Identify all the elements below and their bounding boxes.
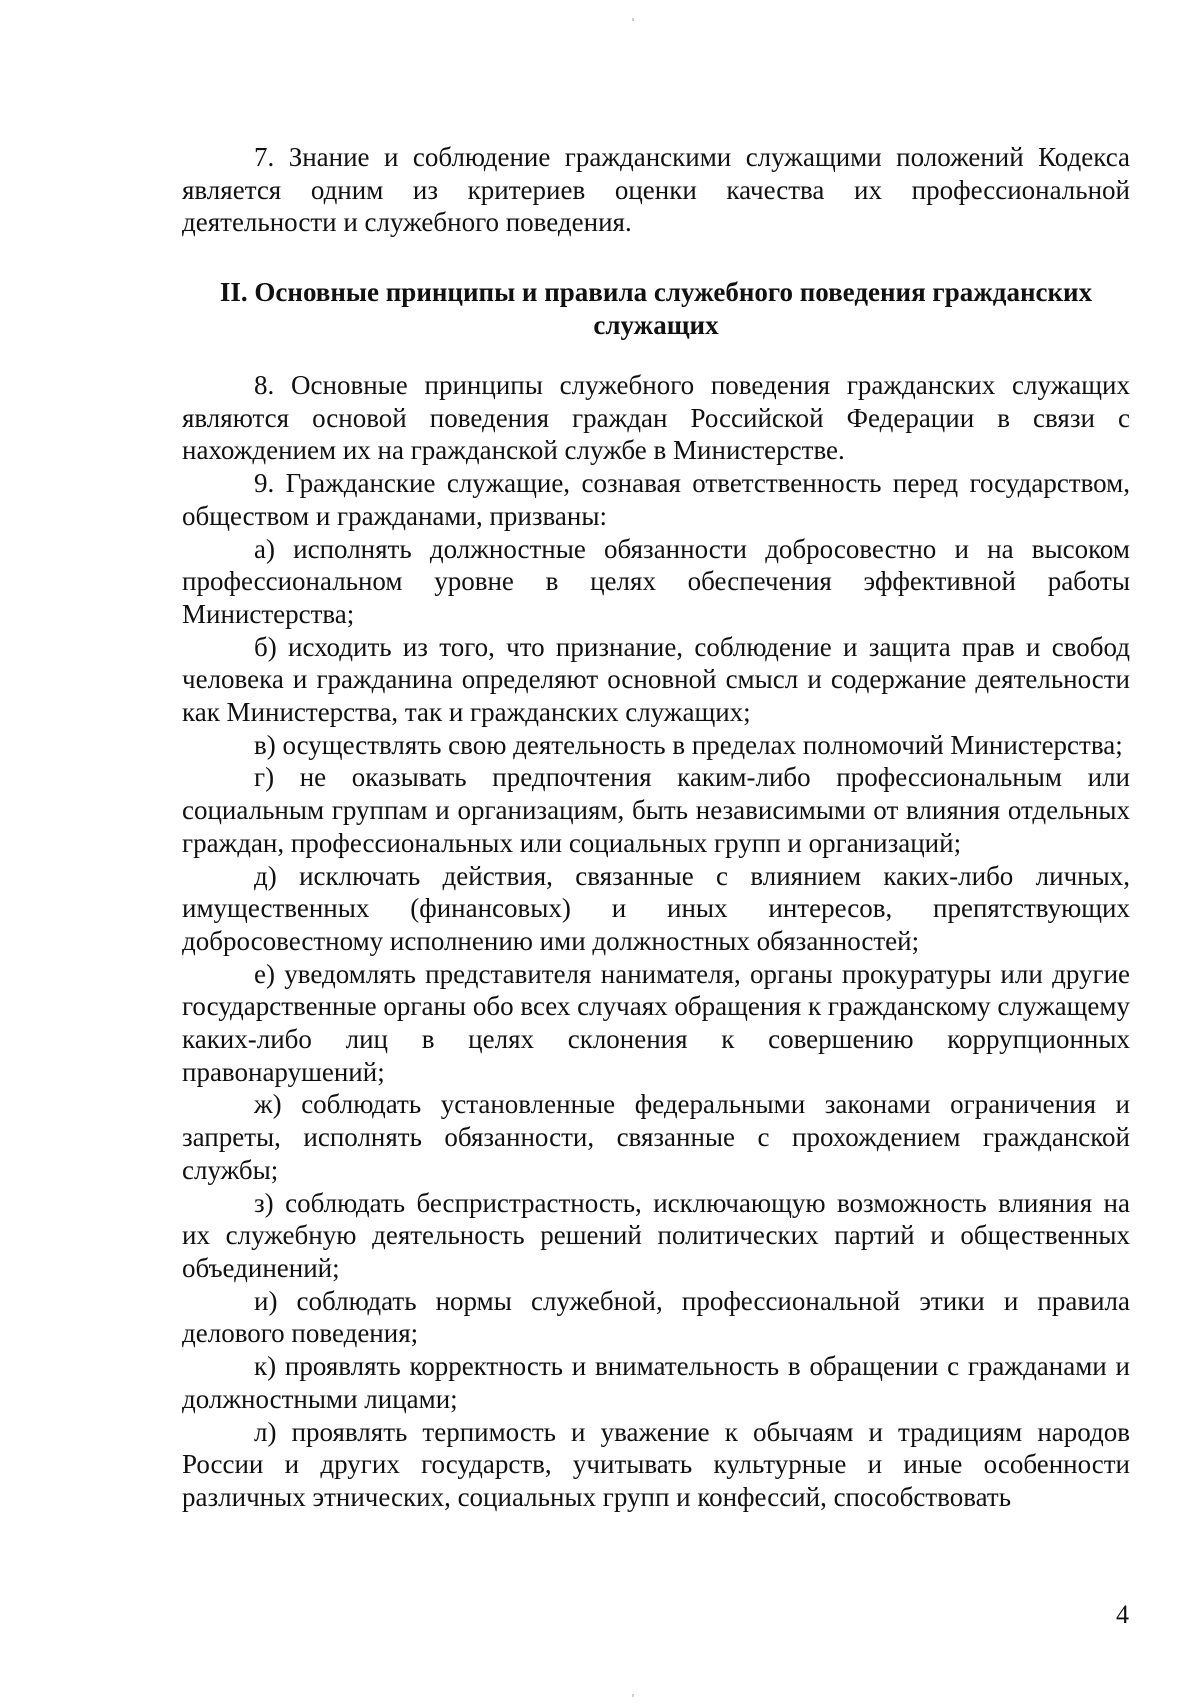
list-item: ж) соблюдать установленные федеральными законами ограничения и запреты, исполнять обязанности, связанные с прохождением гражданской службы;: [182, 1089, 1130, 1185]
list-item: д) исключать действия, связанные с влиянием каких-либо личных, имущественных (финансовых) и иных интересов, препятствующих добросовестному исполнению ими должностных обязанностей;: [182, 860, 1130, 956]
list-item: а) исполнять должностные обязанности добросовестно и на высоком профессиональном уровне в целях обеспечения эффективной работы Министерства;: [182, 533, 1130, 629]
scan-mark: [632, 1694, 634, 1697]
principles-text: [182, 369, 1130, 1514]
list-item: в) осуществлять свою деятельность в пределах полномочий Министерства;: [254, 729, 1123, 760]
list-item: л) проявлять терпимость и уважение к обычаям и традициям народов России и других государств, учитывать культурные и иные особенности различных этнических, социальных групп и конфессий, способствовать: [182, 1416, 1130, 1512]
paragraph-8: 8. Основные принципы служебного поведения гражданских служащих являются основой поведения граждан Российской Федерации в связи с нахождением их на гражданской службе в Министерстве.: [182, 370, 1130, 466]
list-item: к) проявлять корректность и внимательность в обращении с гражданами и должностными лицами;: [182, 1351, 1130, 1414]
page-number: 4: [1116, 1600, 1129, 1629]
list-item: з) соблюдать беспристрастность, исключающую возможность влияния на их служебную деятельность решений политических партий и общественных объединений;: [182, 1187, 1130, 1283]
list-item: б) исходить из того, что признание, соблюдение и защита прав и свобод человека и гражданина определяют основной смысл и содержание деятельности как Министерства, так и гражданских служащих;: [182, 631, 1130, 728]
intro-text: [182, 141, 1130, 239]
list-item: е) уведомлять представителя нанимателя, органы прокуратуры или другие государственные органы обо всех случаях обращения к гражданскому служащему каких-либо лиц в целях склонения к совершению коррупционных правонарушений;: [182, 958, 1130, 1087]
paragraph-7: 7. Знание и соблюдение гражданскими служащими положений Кодекса является одним из критериев оценки качества их профессиональной деятельности и служебного поведения.: [182, 142, 1130, 238]
list-item: г) не оказывать предпочтения каким-либо профессиональным или социальным группам и организациям, быть независимыми от влияния отдельных граждан, профессиональных или социальных групп и организаций;: [182, 762, 1130, 858]
paragraph-9: 9. Гражданские служащие, сознавая ответственность перед государством, обществом и гражданами, призваны:: [182, 468, 1130, 531]
scan-mark: [632, 18, 634, 21]
list-item: и) соблюдать нормы служебной, профессиональной этики и правила делового поведения;: [182, 1285, 1130, 1349]
section-heading: II. Основные принципы и правила служебного поведения гражданских служащих: [219, 277, 1093, 340]
